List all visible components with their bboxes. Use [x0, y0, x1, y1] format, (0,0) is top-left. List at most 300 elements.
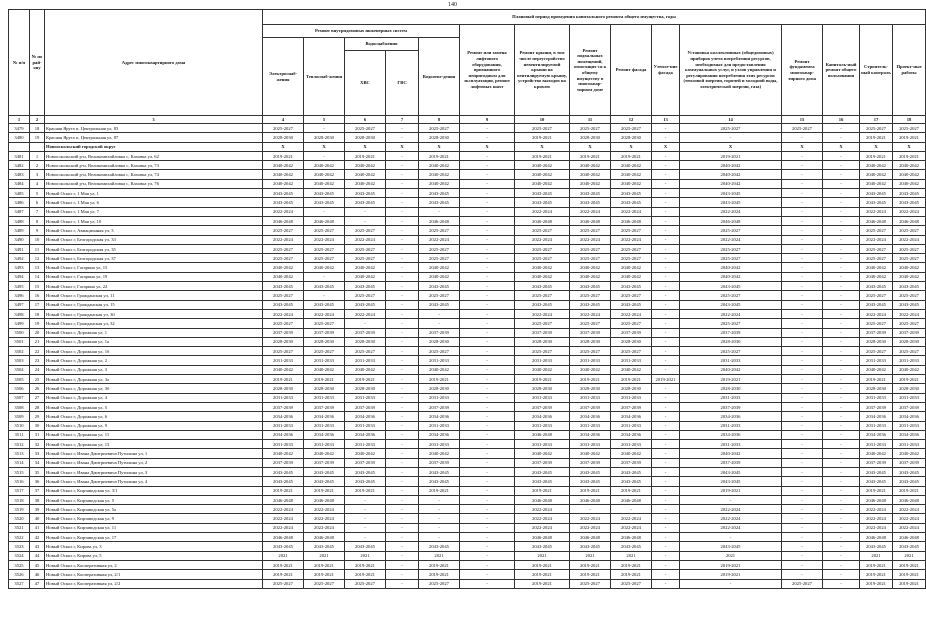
cell-period: - — [386, 198, 419, 207]
cell-period: - — [782, 272, 823, 281]
cell-period: - — [782, 319, 823, 328]
cell-period: 2022-2024 — [860, 523, 893, 532]
cell-period: - — [460, 440, 515, 449]
cell-district-number: 14 — [30, 272, 45, 281]
cell-period: - — [823, 170, 860, 179]
cell-period: 2031-2033 — [611, 440, 652, 449]
cell-period: 2021 — [345, 551, 386, 560]
cell-period: 2043-2045 — [611, 542, 652, 551]
cell-period: - — [782, 347, 823, 356]
cell-period: 2043-2045 — [419, 477, 460, 486]
cell-district-number: 42 — [30, 533, 45, 542]
cell-period: 2028-2030 — [680, 384, 782, 393]
cell-row-number: 3524 — [9, 551, 30, 560]
cell-row-number: 3509 — [9, 412, 30, 421]
cell-district-number: 25 — [30, 375, 45, 384]
cell-period: 2043-2045 — [304, 477, 345, 486]
cell-period: 2019-2021 — [345, 570, 386, 579]
cell-period: 2019-2021 — [570, 375, 611, 384]
table-row — [9, 272, 926, 281]
cell-period: - — [823, 207, 860, 216]
cell-period: 2031-2033 — [515, 421, 570, 430]
table-row — [9, 505, 926, 514]
cell-period: 2025-2027 — [419, 291, 460, 300]
cell-period: 2019-2021 — [515, 133, 570, 142]
cell-period: 2031-2033 — [893, 393, 926, 402]
cell-period: - — [386, 309, 419, 318]
column-number: 8 — [419, 116, 460, 124]
cell-address: Новый Оскол г, Кооперативная ул, 2 — [45, 560, 263, 569]
cell-period: 2028-2030 — [515, 384, 570, 393]
cell-address: Новый Оскол г, Дорожная ул, 1а — [45, 337, 263, 346]
cell-period: 2043-2045 — [893, 477, 926, 486]
cell-period: 2021 — [304, 551, 345, 560]
cell-row-number: 3484 — [9, 179, 30, 188]
cell-period: - — [460, 207, 515, 216]
cell-period: 2040-2042 — [419, 170, 460, 179]
cell-period: 2021 — [860, 551, 893, 560]
cell-period: - — [460, 254, 515, 263]
capital-repair-table — [8, 9, 926, 589]
cell-period: - — [386, 133, 419, 142]
cell-period: - — [823, 514, 860, 523]
cell-period: - — [652, 579, 680, 588]
cell-period: - — [823, 365, 860, 374]
cell-district-number: 40 — [30, 514, 45, 523]
cell-row-number: 3504 — [9, 365, 30, 374]
cell-period: - — [652, 421, 680, 430]
header-electricity: Электроснаб-жения — [263, 38, 304, 116]
cell-period: - — [652, 467, 680, 476]
cell-period: 2043-2045 — [680, 467, 782, 476]
cell-row-number: 3486 — [9, 198, 30, 207]
table-body — [9, 124, 926, 589]
cell-period: - — [823, 244, 860, 253]
cell-period: 2034-2036 — [304, 412, 345, 421]
cell-address: Новый Оскол г, 1 Мая ул, 6 — [45, 198, 263, 207]
column-number-row — [9, 116, 926, 124]
cell-period: - — [386, 347, 419, 356]
cell-period: 2043-2045 — [515, 542, 570, 551]
cell-period: - — [652, 384, 680, 393]
cell-period: 2025-2027 — [345, 244, 386, 253]
cell-period: 2037-2039 — [515, 402, 570, 411]
cell-period: - — [823, 440, 860, 449]
cell-period: 2037-2039 — [345, 402, 386, 411]
cell-period: 2046-2048 — [611, 533, 652, 542]
cell-period: - — [386, 151, 419, 160]
table-row — [9, 347, 926, 356]
cell-row-number: 3506 — [9, 384, 30, 393]
cell-period: - — [460, 421, 515, 430]
cell-period: - — [386, 533, 419, 542]
cell-period: 2040-2042 — [893, 272, 926, 281]
cell-period: 2043-2045 — [515, 282, 570, 291]
cell-period: 2019-2021 — [419, 486, 460, 495]
cell-district-number: 41 — [30, 523, 45, 532]
cell-period: 2034-2036 — [611, 412, 652, 421]
cell-period: 2037-2039 — [419, 402, 460, 411]
cell-period: - — [823, 495, 860, 504]
cell-period: - — [652, 356, 680, 365]
cell-period: 2025-2027 — [419, 347, 460, 356]
cell-period: 2043-2045 — [263, 467, 304, 476]
cell-row-number: 3502 — [9, 347, 30, 356]
cell-period: 2040-2042 — [345, 365, 386, 374]
cell-address: Новый Оскол г, Кирова ул, 3 — [45, 542, 263, 551]
cell-period: 2022-2024 — [680, 514, 782, 523]
cell-period: 2025-2027 — [860, 347, 893, 356]
cell-address: Новый Оскол г, Дорожная ул, 3б — [45, 384, 263, 393]
cell-period: 2043-2045 — [570, 467, 611, 476]
cell-period: X — [304, 142, 345, 151]
cell-period: X — [680, 142, 782, 151]
cell-period: 2019-2021 — [263, 375, 304, 384]
cell-period: 2031-2033 — [263, 440, 304, 449]
cell-period: - — [419, 309, 460, 318]
cell-period: 2019-2021 — [304, 486, 345, 495]
cell-period: 2031-2033 — [611, 356, 652, 365]
cell-period: - — [652, 263, 680, 272]
cell-period: 2019-2021 — [893, 375, 926, 384]
cell-period: - — [652, 170, 680, 179]
cell-period: 2025-2027 — [345, 124, 386, 133]
cell-period: 2037-2039 — [304, 328, 345, 337]
cell-period: 2040-2042 — [611, 263, 652, 272]
cell-district-number: 27 — [30, 393, 45, 402]
cell-period: - — [782, 533, 823, 542]
cell-period: - — [823, 384, 860, 393]
cell-period: 2031-2033 — [860, 440, 893, 449]
cell-period: 2022-2024 — [611, 514, 652, 523]
cell-period: 2031-2033 — [345, 393, 386, 402]
cell-period: 2019-2021 — [893, 570, 926, 579]
cell-period: 2019-2021 — [304, 560, 345, 569]
cell-period: X — [570, 142, 611, 151]
cell-period: - — [823, 300, 860, 309]
cell-period: 2043-2045 — [515, 198, 570, 207]
cell-period: 2043-2045 — [304, 542, 345, 551]
cell-row-number: 3527 — [9, 579, 30, 588]
cell-period: - — [460, 198, 515, 207]
cell-period: 2028-2030 — [345, 337, 386, 346]
cell-period: 2043-2045 — [860, 542, 893, 551]
cell-period: 2037-2039 — [419, 458, 460, 467]
cell-address: Новый Оскол г, Белгородская ул, 35 — [45, 244, 263, 253]
cell-period: - — [345, 514, 386, 523]
cell-period: X — [860, 142, 893, 151]
cell-period: 2043-2045 — [515, 477, 570, 486]
cell-period: 2025-2027 — [570, 291, 611, 300]
cell-period: 2043-2045 — [680, 477, 782, 486]
table-row — [9, 570, 926, 579]
table-row — [9, 495, 926, 504]
cell-period: - — [345, 505, 386, 514]
cell-period: - — [386, 226, 419, 235]
cell-period: - — [652, 337, 680, 346]
cell-row-number: 3481 — [9, 151, 30, 160]
cell-period: 2025-2027 — [680, 226, 782, 235]
cell-period: - — [823, 254, 860, 263]
cell-period: 2043-2045 — [263, 282, 304, 291]
cell-period: - — [345, 495, 386, 504]
cell-period: 2043-2045 — [345, 300, 386, 309]
cell-period: 2031-2033 — [893, 440, 926, 449]
cell-period: 2025-2027 — [345, 226, 386, 235]
cell-period: 2043-2045 — [419, 467, 460, 476]
cell-period: - — [460, 337, 515, 346]
cell-period: - — [652, 412, 680, 421]
cell-period: - — [652, 402, 680, 411]
cell-period: 2031-2033 — [515, 393, 570, 402]
cell-period: 2025-2027 — [860, 124, 893, 133]
table-row — [9, 309, 926, 318]
cell-district-number: 17 — [30, 300, 45, 309]
cell-period: 2031-2033 — [263, 421, 304, 430]
cell-period: 2028-2030 — [345, 384, 386, 393]
column-number: 11 — [570, 116, 611, 124]
cell-period: 2034-2036 — [570, 412, 611, 421]
cell-period: 2028-2030 — [893, 384, 926, 393]
cell-period: 2046-2048 — [893, 495, 926, 504]
cell-district-number: 21 — [30, 337, 45, 346]
cell-period: 2043-2045 — [860, 189, 893, 198]
cell-period: 2028-2030 — [419, 337, 460, 346]
cell-address: Новый Оскол г, Авиационная ул, 3 — [45, 226, 263, 235]
cell-row-number: 3496 — [9, 291, 30, 300]
cell-period: - — [782, 337, 823, 346]
cell-period: 2031-2033 — [345, 421, 386, 430]
cell-address: Новый Оскол г, Гражданская ул, 15 — [45, 300, 263, 309]
table-row — [9, 412, 926, 421]
cell-row-number: 3497 — [9, 300, 30, 309]
cell-district-number: 44 — [30, 551, 45, 560]
cell-period: 2031-2033 — [680, 393, 782, 402]
cell-period: - — [823, 551, 860, 560]
cell-address: Новооскольский р-н, Великомихайловка с, Каховка ул, 62 — [45, 151, 263, 160]
cell-period: - — [782, 133, 823, 142]
cell-period: - — [782, 291, 823, 300]
cell-period: - — [652, 151, 680, 160]
cell-address: Новый Оскол г, Кирзаводская ул, 17 — [45, 533, 263, 542]
cell-period: - — [386, 170, 419, 179]
cell-period: 2025-2027 — [304, 244, 345, 253]
cell-period: 2028-2030 — [419, 133, 460, 142]
cell-district-number: 39 — [30, 505, 45, 514]
cell-period: - — [460, 282, 515, 291]
cell-period: - — [823, 272, 860, 281]
cell-period: X — [893, 142, 926, 151]
cell-period: 2025-2027 — [263, 579, 304, 588]
cell-period: 2022-2024 — [893, 207, 926, 216]
cell-period: - — [460, 393, 515, 402]
cell-period: 2046-2048 — [263, 216, 304, 225]
cell-period: - — [823, 133, 860, 142]
header-address: Адрес многоквартирного дома — [45, 10, 263, 116]
cell-period: 2043-2045 — [515, 467, 570, 476]
cell-period: - — [419, 514, 460, 523]
cell-period: 2019-2021 — [680, 570, 782, 579]
cell-period: 2025-2027 — [263, 244, 304, 253]
cell-period: - — [652, 477, 680, 486]
cell-period: - — [386, 393, 419, 402]
cell-period: 2046-2048 — [893, 533, 926, 542]
cell-period: 2025-2027 — [419, 254, 460, 263]
cell-period: - — [652, 133, 680, 142]
cell-period: 2025-2027 — [860, 244, 893, 253]
cell-period: - — [386, 412, 419, 421]
cell-period: 2019-2021 — [515, 560, 570, 569]
cell-period: 2019-2021 — [611, 560, 652, 569]
cell-period: - — [823, 198, 860, 207]
cell-period: 2040-2042 — [515, 179, 570, 188]
table-row — [9, 440, 926, 449]
cell-period: 2028-2030 — [680, 337, 782, 346]
cell-period: 2043-2045 — [680, 300, 782, 309]
cell-period: - — [460, 430, 515, 439]
table-row — [9, 514, 926, 523]
cell-row-number: 3523 — [9, 542, 30, 551]
cell-period: 2040-2042 — [345, 449, 386, 458]
cell-district-number: 35 — [30, 467, 45, 476]
cell-period: - — [652, 179, 680, 188]
cell-row-number: 3479 — [9, 124, 30, 133]
cell-period: 2031-2033 — [611, 393, 652, 402]
cell-period: 2025-2027 — [680, 254, 782, 263]
cell-period: 2025-2027 — [263, 319, 304, 328]
cell-district-number: 5 — [30, 189, 45, 198]
cell-address: Новый Оскол г, Дорожная ул, 13 — [45, 440, 263, 449]
cell-period: 2043-2045 — [611, 189, 652, 198]
cell-period: 2019-2021 — [263, 570, 304, 579]
cell-row-number: 3482 — [9, 161, 30, 170]
cell-period: 2019-2021 — [345, 151, 386, 160]
cell-period: 2022-2024 — [304, 523, 345, 532]
header-capital-repair: Капиталь-ный ремонт общего пользования — [823, 25, 860, 116]
cell-period: 2040-2042 — [860, 170, 893, 179]
cell-period: 2040-2042 — [611, 272, 652, 281]
cell-period: - — [460, 291, 515, 300]
cell-period: 2043-2045 — [345, 282, 386, 291]
cell-period: 2037-2039 — [893, 328, 926, 337]
table-row — [9, 216, 926, 225]
cell-period: 2040-2042 — [515, 272, 570, 281]
cell-period: 2019-2021 — [515, 375, 570, 384]
cell-period: - — [386, 282, 419, 291]
cell-period: - — [782, 309, 823, 318]
cell-period: 2019-2021 — [893, 151, 926, 160]
cell-period: 2037-2039 — [304, 402, 345, 411]
cell-period: - — [782, 254, 823, 263]
cell-row-number: 3518 — [9, 495, 30, 504]
cell-period: 2022-2024 — [515, 514, 570, 523]
cell-period: - — [652, 216, 680, 225]
cell-period: - — [782, 161, 823, 170]
table-row — [9, 198, 926, 207]
cell-period: 2040-2042 — [680, 272, 782, 281]
cell-period: - — [782, 235, 823, 244]
cell-period: 2037-2039 — [304, 458, 345, 467]
cell-period: 2034-2036 — [419, 412, 460, 421]
cell-period: 2019-2021 — [611, 486, 652, 495]
cell-period: - — [460, 133, 515, 142]
cell-row-number: 3526 — [9, 570, 30, 579]
cell-period: 2043-2045 — [419, 198, 460, 207]
cell-period: 2034-2036 — [893, 412, 926, 421]
cell-period: - — [419, 495, 460, 504]
cell-period: 2037-2039 — [860, 402, 893, 411]
cell-address: Новый Оскол г, Гагарина ул, 15 — [45, 263, 263, 272]
cell-address: Красная Яруга п, Центральная ул, 83 — [45, 124, 263, 133]
cell-period: 2034-2036 — [680, 412, 782, 421]
cell-period: - — [386, 421, 419, 430]
cell-address: Новый Оскол г, Гагарина ул, 19 — [45, 272, 263, 281]
cell-period: 2021 — [611, 551, 652, 560]
cell-period: - — [460, 356, 515, 365]
cell-period: 2040-2042 — [345, 170, 386, 179]
cell-period: 2031-2033 — [570, 356, 611, 365]
cell-period: 2025-2027 — [263, 347, 304, 356]
cell-period: 2043-2045 — [345, 189, 386, 198]
cell-period: 2028-2030 — [419, 384, 460, 393]
cell-row-number: 3487 — [9, 207, 30, 216]
cell-period: - — [345, 216, 386, 225]
cell-period: 2019-2021 — [304, 570, 345, 579]
cell-period: - — [823, 328, 860, 337]
cell-period: 2028-2030 — [263, 384, 304, 393]
cell-period: 2028-2030 — [611, 133, 652, 142]
cell-district-number: 2 — [30, 161, 45, 170]
cell-row-number: 3507 — [9, 393, 30, 402]
cell-period: 2025-2027 — [893, 124, 926, 133]
cell-district-number: 6 — [30, 198, 45, 207]
cell-period: 2043-2045 — [263, 198, 304, 207]
cell-period: 2043-2045 — [263, 300, 304, 309]
cell-period: 2040-2042 — [611, 365, 652, 374]
cell-period: 2025-2027 — [611, 254, 652, 263]
cell-period: - — [386, 440, 419, 449]
cell-period: 2043-2045 — [570, 189, 611, 198]
cell-district-number: 24 — [30, 365, 45, 374]
cell-period: 2043-2045 — [680, 542, 782, 551]
cell-period: 2025-2027 — [304, 254, 345, 263]
cell-period: 2043-2045 — [304, 300, 345, 309]
cell-address: Новый Оскол г, Гражданская ул, 11 — [45, 291, 263, 300]
cell-period: - — [680, 133, 782, 142]
cell-district-number: 23 — [30, 356, 45, 365]
cell-row-number: 3492 — [9, 254, 30, 263]
cell-period: 2034-2036 — [860, 430, 893, 439]
cell-period: 2028-2030 — [860, 337, 893, 346]
cell-period: - — [823, 393, 860, 402]
header-district-number: № по рай-ону — [30, 10, 45, 116]
cell-period: 2043-2045 — [419, 282, 460, 291]
cell-period: 2043-2045 — [893, 542, 926, 551]
cell-period: - — [386, 560, 419, 569]
cell-period: - — [386, 375, 419, 384]
cell-period: 2043-2045 — [263, 542, 304, 551]
cell-address: Новооскольский р-н, Великомихайловка с, Каховка ул, 73 — [45, 161, 263, 170]
cell-period: - — [386, 328, 419, 337]
cell-period: 2025-2027 — [611, 347, 652, 356]
cell-period: 2043-2045 — [893, 282, 926, 291]
cell-period: 2025-2027 — [515, 319, 570, 328]
cell-period: 2019-2021 — [680, 375, 782, 384]
cell-district-number: 29 — [30, 412, 45, 421]
cell-district-number: 15 — [30, 282, 45, 291]
cell-period: - — [460, 328, 515, 337]
cell-period: - — [782, 151, 823, 160]
